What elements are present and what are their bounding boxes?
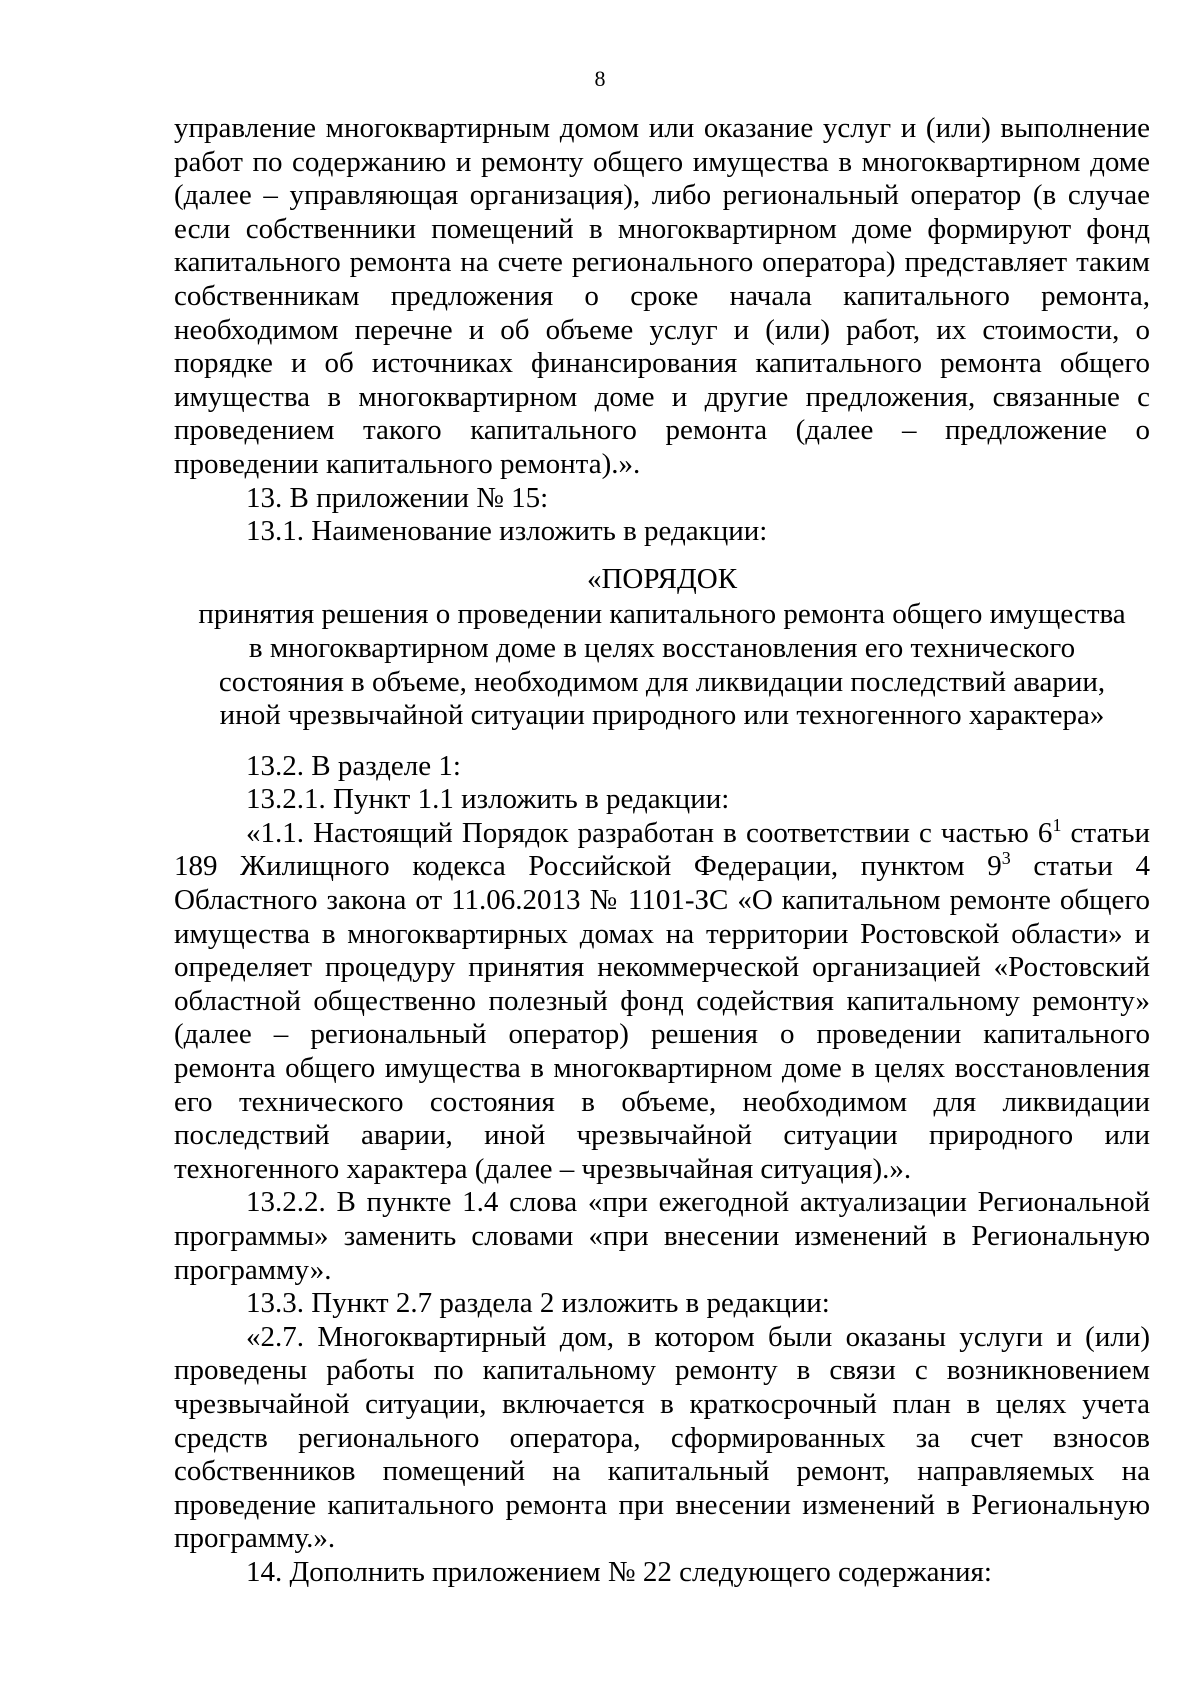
paragraph-clause-1-1 xyxy=(174,814,1150,1187)
clause-1-1-superscript-2: 3 xyxy=(1001,848,1011,869)
paragraph-item-13-2-2: 13.2.2. В пункте 1.4 слова «при ежегодной актуализации Региональной программы» заменить словами «при внесении изменений в Региональную программу». xyxy=(174,1186,1150,1286)
order-subtitle: принятия решения о проведении капитального ремонта общего имущества в многоквартирном доме в целях восстановления его технического состояния в объеме, необходимом для ликвидации последствий аварии, иной чрезвычайной ситуации природного или техногенного характера» xyxy=(198,598,1126,732)
clause-1-1-text-part2: статьи 189 Жилищного кодекса Российской Федерации, пунктом 9 xyxy=(174,816,1150,883)
paragraph-item-13: 13. В приложении № 15: xyxy=(246,481,549,514)
order-title: «ПОРЯДОК xyxy=(586,562,738,595)
clause-1-1-text-part1: «1.1. Настоящий Порядок разработан в соответствии с частью 6 xyxy=(246,816,1053,849)
paragraph-clause-2-7: «2.7. Многоквартирный дом, в котором были оказаны услуги и (или) проведены работы по капитальному ремонту в связи с возникновением чрезвычайной ситуации, включается в краткосрочный план в целях учета средств регионального оператора, сформированных за счет взносов собственников помещений на капитальный ремонт, направляемых на проведение капитального ремонта при внесении изменений в Региональную программу.». xyxy=(174,1320,1150,1555)
paragraph-item-13-2: 13.2. В разделе 1: xyxy=(246,749,461,782)
clause-1-1-text-part3: статьи 4 Областного закона от 11.06.2013 № 1101-ЗС «О капитальном ремонте общего имущества в многоквартирных домах на территории Ростовской области» и определяет процедуру принятия некоммерческой организацией «Ростовский областной общественно полезный фонд содействия капитальному ремонту» (далее – региональный оператор) решения о проведении капитального ремонта общего имущества в многоквартирном доме в целях восстановления его технического состояния в объеме, необходимом для ликвидации последствий аварии, иной чрезвычайной ситуации природного или техногенного характера (далее – чрезвычайная ситуация).». xyxy=(174,850,1150,1185)
page-number: 8 xyxy=(594,66,606,91)
paragraph-item-13-3: 13.3. Пункт 2.7 раздела 2 изложить в редакции: xyxy=(246,1287,830,1320)
document-body xyxy=(174,112,1150,1590)
order-title-block xyxy=(174,563,1150,733)
clause-1-1-superscript-1: 1 xyxy=(1052,814,1062,835)
paragraph-item-13-2-1: 13.2.1. Пункт 1.1 изложить в редакции: xyxy=(246,783,730,816)
paragraph-intro-continuation: управление многоквартирным домом или оказание услуг и (или) выполнение работ по содержанию и ремонту общего имущества в многоквартирном доме (далее – управляющая организация), либо региональный оператор (в случае если собственники помещений в многоквартирном доме формируют фонд капитального ремонта на счете регионального оператора) представляет таким собственникам предложения о сроке начала капитального ремонта, необходимом перечне и об объеме услуг и (или) работ, их стоимости, о порядке и об источниках финансирования капитального ремонта общего имущества в многоквартирном доме и другие предложения, связанные с проведением такого капитального ремонта (далее – предложение о проведении капитального ремонта).». xyxy=(174,112,1150,480)
paragraph-item-13-1: 13.1. Наименование изложить в редакции: xyxy=(246,515,768,548)
paragraph-item-14: 14. Дополнить приложением № 22 следующего содержания: xyxy=(246,1555,992,1588)
